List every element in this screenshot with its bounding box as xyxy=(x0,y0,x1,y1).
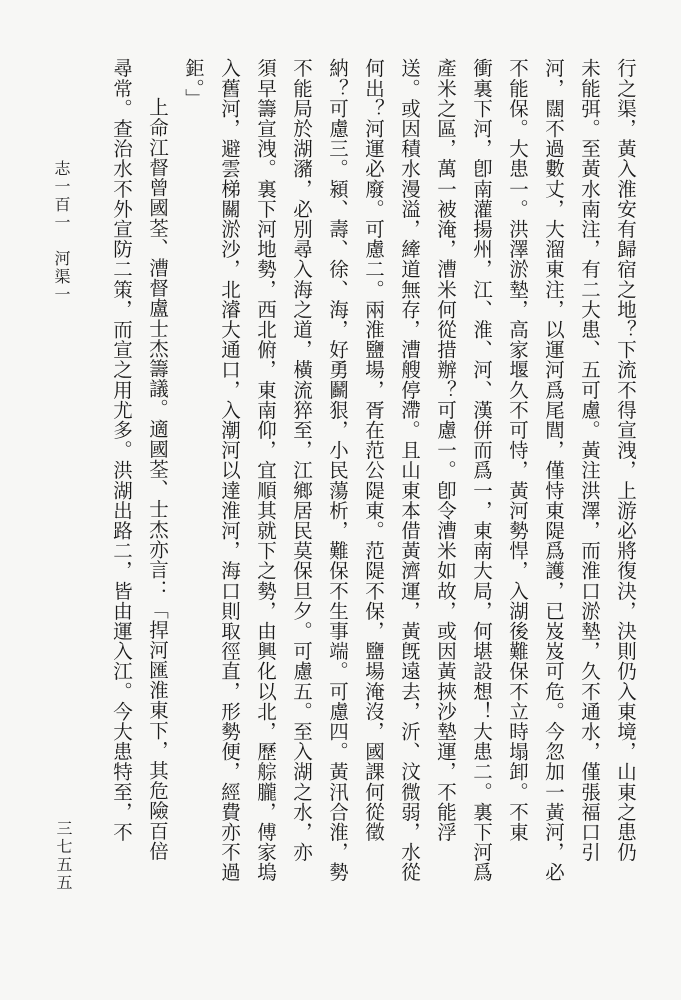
text-line-3: 河，闊不過數丈，大溜東注，以運河爲尾閭，僅恃東隄爲護，已岌岌可危。今忽加一黃河，必 xyxy=(542,58,565,883)
text-line-4: 不能保。大患一。洪澤淤墊，高家堰久不可恃，黃河勢悍，入湖後難保不立時塌卸。不東 xyxy=(506,58,529,842)
margin-chapter-label: 志一百一 河渠一 xyxy=(52,160,71,304)
text-line-6: 產米之區，萬一被淹，漕米何從措辦？可慮一。卽令漕米如故，或因黃挾沙墊運，不能浮 xyxy=(434,58,457,842)
text-line-7: 送。或因積水漫溢，縴道無存，漕艘停滯。且山東本借黃濟運，黃旣遠去，沂、汶微弱，水從 xyxy=(398,58,421,883)
paragraph2-line-2: 尋常。查治水不外宣防二策，而宣之用尤多。洪湖出路二，皆由運入江。今大患特至，不 xyxy=(110,58,133,842)
text-line-9: 納？可慮三。潁、壽、徐、海，好勇鬬狠，小民蕩析，難保不生事端。可慮四。黃汛合淮，勢 xyxy=(326,58,349,883)
text-line-12: 入舊河，避雲梯關淤沙，北濬大通口，入潮河以達淮河，海口則取徑直，形勢便，經費亦不過 xyxy=(218,58,241,883)
text-line-8: 何出？河運必廢。可慮二。兩淮鹽場，胥在范公隄東。范隄不保，鹽場淹沒，國課何從徵 xyxy=(362,58,385,842)
paragraph2-line-1: 上命江督曾國荃、漕督盧士杰籌議。適國荃、士杰亦言：「捍河匯淮東下，其危險百倍 xyxy=(146,97,169,861)
text-line-11: 須早籌宣洩。裏下河地勢，西北俯，東南仰，宜順其就下之勢，由興化以北，歷䑸朧，傅家塢 xyxy=(254,58,277,883)
body-text xyxy=(43,58,643,958)
text-line-2: 未能弭。至黃水南注，有二大患、五可慮。黃注洪澤，而淮口淤墊，久不通水，僅張福口引 xyxy=(578,58,601,862)
page-number: 三七五五 xyxy=(54,820,73,892)
text-line-1: 行之渠，黃入淮安有歸宿之地？下流不得宣洩，上游必將復決，決則仍入東境，山東之患仍 xyxy=(614,58,637,862)
text-line-10: 不能局於湖瀦，必別尋入海之道，橫流猝至，江鄉居民莫保旦夕。可慮五。至入湖之水，亦 xyxy=(290,58,313,862)
text-line-13: 鉅。」 xyxy=(182,58,205,109)
text-line-5: 衝裏下河，卽南灌揚州，江、淮、河、漢併而爲一，東南大局，何堪設想！大患二。裏下河爲 xyxy=(470,58,493,883)
